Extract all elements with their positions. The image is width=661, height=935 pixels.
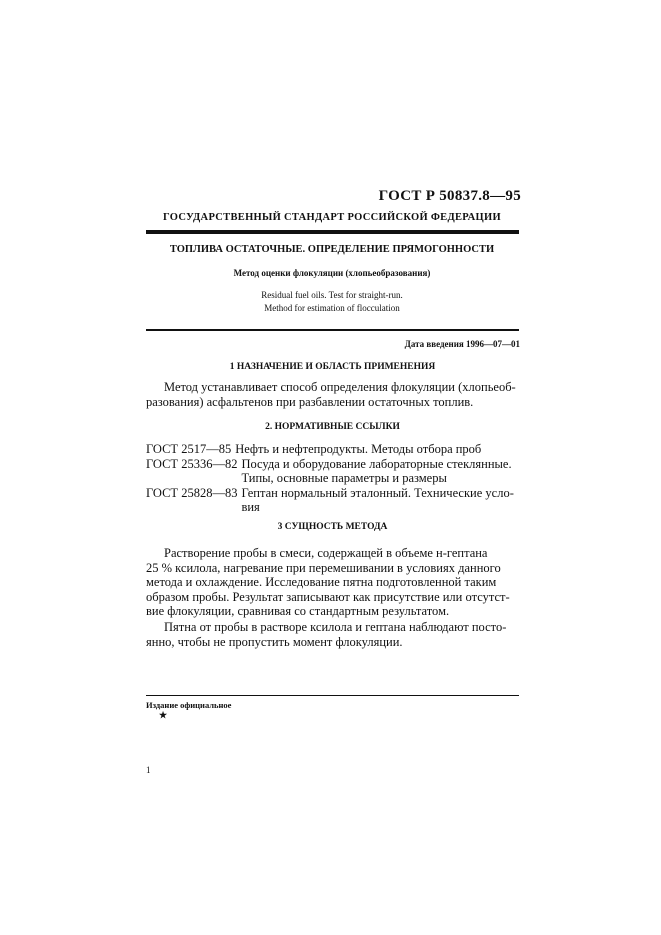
reference-item [146,442,519,457]
section-2-heading: 2. НОРМАТИВНЫЕ ССЫЛКИ [265,422,400,432]
header-divider [146,230,519,234]
reference-item [146,486,519,515]
section-3-paragraph-1 [146,546,519,619]
reference-item [146,457,519,486]
english-title-line: Residual fuel oils. Test for straight-run. [261,290,403,300]
footer-divider [146,695,519,696]
paragraph-line: янно, чтобы не пропустить момент флокуляции. [146,634,403,649]
paragraph-line: Метод устанавливает способ определения флокуляции (хлопьеоб- [164,380,516,394]
state-standard-title: ГОСУДАРСТВЕННЫЙ СТАНДАРТ РОССИЙСКОЙ ФЕДЕРАЦИИ [163,212,501,223]
paragraph-line: 25 % ксилола, нагревание при перемешивании в условиях данного [146,560,501,575]
gost-number: ГОСТ Р 50837.8—95 [378,188,521,204]
reference-title: Нефть и нефтепродукты. Методы отбора проб [235,442,482,456]
reference-code: ГОСТ 25828—83 [146,485,238,500]
title-divider [146,329,519,331]
paragraph-line: метода и охлаждение. Исследование пятна подготовленной таким [146,575,497,589]
section-3-paragraph-2 [146,620,519,649]
reference-title: Посуда и оборудование лабораторные стеклянные. Типы, основные параметры и размеры [241,456,512,485]
normative-references [146,442,519,515]
official-edition-label: Издание официальное [146,700,232,710]
reference-code: ГОСТ 25336—82 [146,456,238,471]
section-1-paragraph [146,380,519,409]
paragraph-line: Пятна от пробы в растворе ксилола и гептана наблюдают посто- [164,620,507,634]
paragraph-line: разования) асфальтенов при разбавлении остаточных топлив. [146,394,474,409]
english-title-line: Method for estimation of flocculation [264,302,400,313]
paragraph-line: образом пробы. Результат записывают как присутствие или отсутст- [146,589,510,604]
star-mark: ★ [159,710,168,720]
introduction-date: Дата введения 1996—07—01 [404,339,520,349]
reference-title: Гептан нормальный эталонный. Технические усло-вия [241,485,514,514]
section-1-heading: 1 НАЗНАЧЕНИЕ И ОБЛАСТЬ ПРИМЕНЕНИЯ [229,362,436,372]
document-title: ТОПЛИВА ОСТАТОЧНЫЕ. ОПРЕДЕЛЕНИЕ ПРЯМОГОННОСТИ [169,244,495,255]
document-subtitle: Метод оценки флокуляции (хлопьеобразования) [233,268,431,278]
paragraph-line: вие флокуляции, сравнивая со стандартным результатом. [146,604,450,618]
section-3-heading: 3 СУЩНОСТЬ МЕТОДА [277,522,388,532]
reference-code: ГОСТ 2517—85 [146,442,232,456]
paragraph-line: Растворение пробы в смеси, содержащей в объеме н-гептана [164,546,488,560]
page-number: 1 [146,765,151,775]
english-title [146,289,518,314]
